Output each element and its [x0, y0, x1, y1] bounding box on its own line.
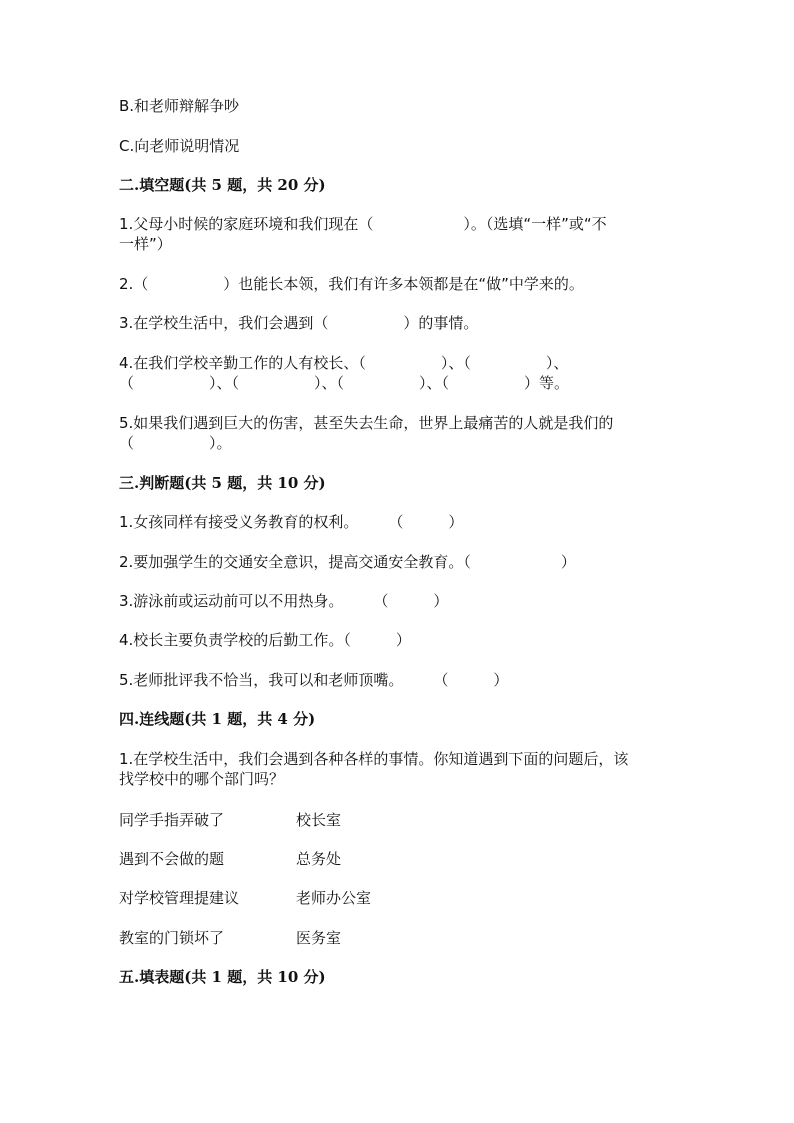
- matching-question-line-2: 找学校中的哪个部门吗？: [119, 770, 285, 788]
- fill-question-3: 3.在学校生活中，我们会遇到（ ）的事情。: [119, 314, 479, 332]
- matching-question-line-1: 1.在学校生活中，我们会遇到各种各样的事情。你知道遇到下面的问题后，该: [119, 750, 629, 768]
- section-heading-matching: 四.连线题(共 1 题，共 4 分): [119, 710, 316, 728]
- judge-question-1: 1.女孩同样有接受义务教育的权利。 （ ）: [119, 513, 464, 531]
- fill-question-5-line-2: （ ）。: [119, 434, 232, 452]
- option-b: B.和老师辩解争吵: [119, 97, 240, 115]
- matching-right-item: 医务室: [296, 929, 342, 947]
- matching-left-item: 教室的门锁坏了: [119, 929, 225, 947]
- section-heading-fill-in: 二.填空题(共 5 题，共 20 分): [119, 176, 326, 194]
- fill-question-4-line-1: 4.在我们学校辛勤工作的人有校长、（ ）、（ ）、: [119, 354, 569, 372]
- fill-question-5-line-1: 5.如果我们遇到巨大的伤害，甚至失去生命，世界上最痛苦的人就是我们的: [119, 414, 614, 432]
- section-heading-table: 五.填表题(共 1 题，共 10 分): [119, 968, 326, 986]
- judge-question-3: 3.游泳前或运动前可以不用热身。 （ ）: [119, 592, 449, 610]
- matching-left-item: 对学校管理提建议: [119, 889, 240, 907]
- matching-right-item: 总务处: [296, 850, 342, 868]
- option-c: C.向老师说明情况: [119, 137, 240, 155]
- judge-question-4: 4.校长主要负责学校的后勤工作。（ ）: [119, 631, 411, 649]
- fill-question-1-line-1: 1.父母小时候的家庭环境和我们现在（ ）。（选填“一样”或“不: [119, 215, 607, 233]
- judge-question-2: 2.要加强学生的交通安全意识，提高交通安全教育。（ ）: [119, 553, 576, 571]
- matching-right-item: 校长室: [296, 811, 342, 829]
- fill-question-1-line-2: 一样”）: [119, 235, 172, 253]
- matching-left-item: 同学手指弄破了: [119, 811, 225, 829]
- judge-question-5: 5.老师批评我不恰当，我可以和老师顶嘴。 （ ）: [119, 671, 509, 689]
- fill-question-2: 2.（ ）也能长本领，我们有许多本领都是在“做”中学来的。: [119, 275, 584, 293]
- matching-right-item: 老师办公室: [296, 889, 372, 907]
- fill-question-4-line-2: （ ）、（ ）、（ ）、（ ）等。: [119, 374, 570, 392]
- section-heading-true-false: 三.判断题(共 5 题，共 10 分): [119, 474, 326, 492]
- matching-left-item: 遇到不会做的题: [119, 850, 225, 868]
